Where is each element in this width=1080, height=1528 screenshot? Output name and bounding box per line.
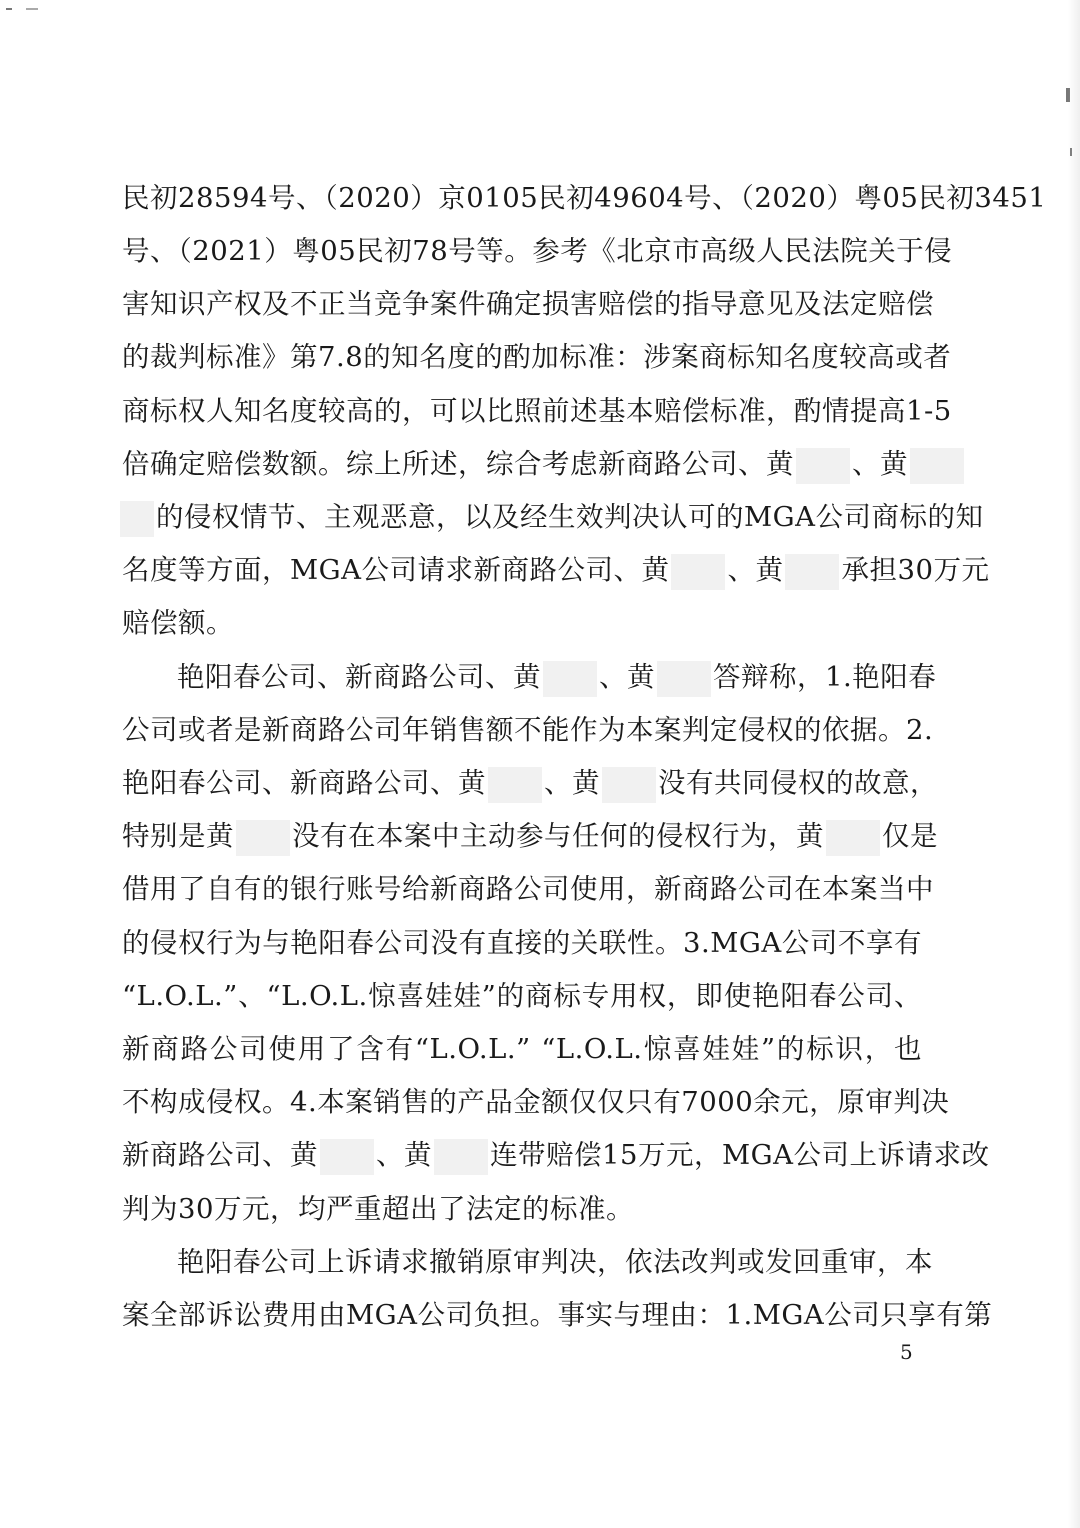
text-segment: 承担30万元: [841, 554, 990, 586]
text-segment: 、黄: [852, 448, 908, 480]
text-segment: 艳阳春公司上诉请求撤销原审判决，依法改判或发回重审，本: [177, 1246, 933, 1278]
text-line: [122, 816, 938, 856]
text-segment: 案全部诉讼费用由MGA公司负担。事实与理由：1.MGA公司只享有第: [122, 1299, 993, 1331]
scan-speck: [6, 8, 12, 10]
text-segment: 号、（2021）粤05民初78号等。参考《北京市高级人民法院关于侵: [122, 235, 953, 267]
text-segment: 借用了自有的银行账号给新商路公司使用，新商路公司在本案当中: [122, 873, 934, 905]
scan-speck: [26, 8, 38, 10]
redaction-block: [543, 661, 597, 697]
text-segment: 民初28594号、（2020）京0105民初49604号、（2020）粤05民初3451: [122, 182, 1047, 214]
redaction-block: [785, 554, 839, 590]
text-line: [122, 1189, 922, 1229]
text-segment: 艳阳春公司、新商路公司、黄: [122, 767, 486, 799]
text-segment: 连带赔偿15万元，MGA公司上诉请求改: [490, 1139, 990, 1171]
text-segment: 、黄: [599, 661, 655, 693]
page-edge-shadow: [1068, 0, 1080, 1528]
text-segment: 没有共同侵权的故意，: [658, 767, 938, 799]
text-segment: 特别是黄: [122, 820, 234, 852]
redaction-block: [236, 820, 290, 856]
redaction-block: [120, 501, 154, 537]
redaction-block: [434, 1139, 488, 1175]
text-line: [122, 976, 922, 1016]
text-segment: 艳阳春公司、新商路公司、黄: [177, 661, 541, 693]
text-line: [122, 444, 922, 484]
text-segment: 没有在本案中主动参与任何的侵权行为，黄: [292, 820, 824, 852]
redaction-block: [488, 767, 542, 803]
text-line: [122, 603, 922, 643]
text-line: [122, 1135, 990, 1175]
text-line: [122, 178, 1047, 218]
text-line: [122, 284, 934, 324]
redaction-block: [320, 1139, 374, 1175]
redaction-block: [671, 554, 725, 590]
text-segment: 倍确定赔偿数额。综上所述，综合考虑新商路公司、黄: [122, 448, 794, 480]
text-segment: 的裁判标准》第7.8的知名度的酌加标准：涉案商标知名度较高或者: [122, 341, 952, 373]
redaction-block: [910, 448, 964, 484]
redaction-block: [796, 448, 850, 484]
text-segment: 答辩称，1.艳阳春: [713, 661, 937, 693]
text-segment: 害知识产权及不正当竞争案件确定损害赔偿的指导意见及法定赔偿: [122, 288, 934, 320]
text-segment: 的侵权行为与艳阳春公司没有直接的关联性。3.MGA公司不享有: [122, 927, 922, 959]
text-segment: 新商路公司、黄: [122, 1139, 318, 1171]
page-number: 5: [900, 1340, 913, 1364]
text-segment: 的侵权情节、主观恶意，以及经生效判决认可的MGA公司商标的知: [156, 501, 984, 533]
text-line: [122, 1295, 993, 1335]
text-segment: 商标权人知名度较高的，可以比照前述基本赔偿标准，酌情提高1-5: [122, 395, 952, 427]
text-line: [122, 1029, 922, 1069]
text-line: [122, 550, 990, 590]
redaction-block: [657, 661, 711, 697]
text-line: [122, 1082, 950, 1122]
redaction-block: [602, 767, 656, 803]
text-segment: 赔偿额。: [122, 607, 234, 639]
text-segment: 、黄: [544, 767, 600, 799]
text-segment: 判为30万元，均严重超出了法定的标准。: [122, 1193, 634, 1225]
text-line: [177, 657, 937, 697]
text-line: [122, 231, 953, 271]
text-line: [122, 497, 984, 537]
text-line: [122, 869, 934, 909]
text-segment: 仅是: [882, 820, 938, 852]
text-segment: 、黄: [376, 1139, 432, 1171]
text-segment: 名度等方面，MGA公司请求新商路公司、黄: [122, 554, 670, 586]
text-line: [122, 923, 922, 963]
text-line: [122, 710, 934, 750]
redaction-block: [826, 820, 880, 856]
text-segment: 公司或者是新商路公司年销售额不能作为本案判定侵权的依据。2.: [122, 714, 934, 746]
text-segment: “L.O.L.”、“L.O.L.惊喜娃娃”的商标专用权，即使艳阳春公司、: [122, 980, 922, 1012]
text-line: [122, 391, 952, 431]
text-segment: 、黄: [727, 554, 784, 586]
text-line: [177, 1242, 933, 1282]
text-segment: 不构成侵权。4.本案销售的产品金额仅仅只有7000余元，原审判决: [122, 1086, 950, 1118]
text-line: [122, 337, 952, 377]
text-segment: 新商路公司使用了含有“L.O.L.” “L.O.L.惊喜娃娃”的标识，也: [122, 1033, 922, 1065]
text-line: [122, 763, 938, 803]
